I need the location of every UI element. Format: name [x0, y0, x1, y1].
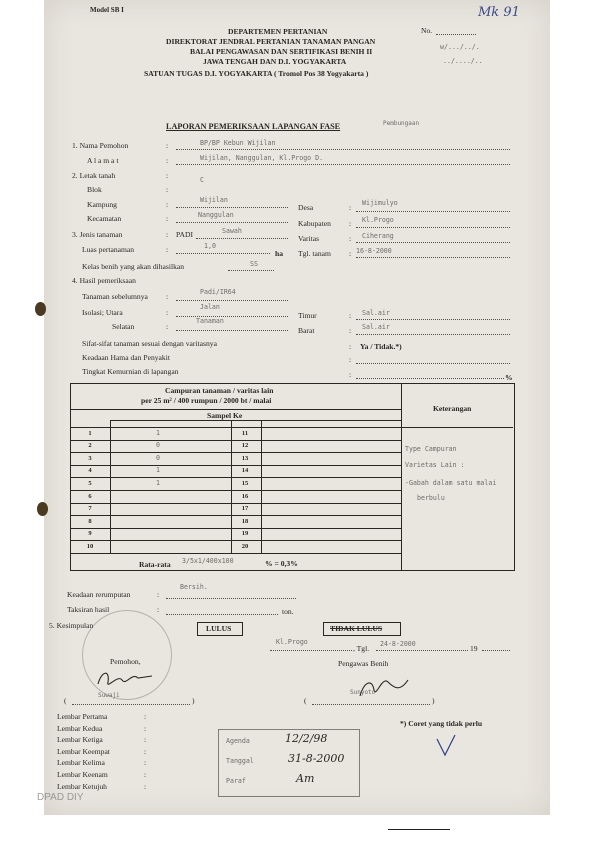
district-value: Nanggulan — [198, 211, 234, 219]
sample-value: 1 — [156, 466, 160, 475]
pest-condition-label: Keadaan Hama dan Penyakit — [82, 353, 170, 362]
seed-class-value: SS — [250, 260, 258, 268]
isolation-east-label: Timur — [298, 311, 317, 320]
desa-value: Wijimulyo — [362, 199, 398, 207]
field-line — [176, 316, 288, 317]
bracket: ) — [192, 696, 195, 705]
isolation-east-value: Sal.air — [362, 309, 390, 317]
table-row-number: 15 — [241, 479, 249, 487]
applicant-name-label: 1. Nama Pemohon — [72, 141, 129, 150]
isolation-west-value: Sal.air — [362, 323, 390, 331]
field-line — [356, 242, 510, 243]
field-line — [270, 650, 352, 651]
no-label: No. — [421, 26, 433, 35]
colon: : — [166, 185, 169, 194]
regency-value: Kl.Progo — [362, 216, 394, 224]
average-label: Rata-rata — [139, 560, 171, 569]
colon: : — [349, 249, 352, 258]
table-header-rule — [70, 409, 402, 410]
handwritten-number: Mk 91 — [478, 5, 520, 20]
stamp-initial-label: Paraf — [226, 777, 246, 785]
table-row-number: 20 — [241, 542, 249, 550]
grid-row-rule — [70, 452, 402, 453]
punch-hole — [37, 502, 48, 516]
field-line — [356, 227, 510, 228]
bracket: ) — [432, 696, 435, 705]
average-formula: 3/5x1/400x100 — [182, 557, 234, 565]
applicant-name-value: BP/BP Kebun Wijilan — [200, 139, 276, 147]
keterangan-line: Varietas Lain : — [405, 461, 465, 469]
table-row-number: 11 — [241, 429, 249, 437]
field-line — [356, 363, 510, 364]
variety-value: Ciherang — [362, 232, 394, 240]
distribution-colon: : — [144, 781, 147, 791]
sample-value: 0 — [156, 453, 160, 462]
distribution-item: Lembar Keempat — [57, 746, 110, 756]
distribution-colon: : — [144, 770, 147, 779]
table-row-number: 10 — [86, 542, 94, 550]
sample-value: 1 — [156, 428, 160, 437]
colon: : — [349, 203, 352, 212]
block-value: C — [200, 176, 204, 184]
stamp-date-label: Tanggal — [226, 757, 254, 765]
field-line — [356, 257, 510, 258]
field-line — [166, 598, 296, 599]
stamp-initial-value: Am — [296, 772, 315, 785]
field-line — [356, 211, 510, 212]
keterangan-line: berbulu — [417, 494, 445, 502]
colon: : — [349, 355, 352, 364]
colon: : — [166, 156, 169, 165]
sample-value: 1 — [156, 478, 160, 487]
distribution-item: Lembar Kelima — [57, 758, 105, 768]
sampel-heading: Sampel Ke — [207, 411, 243, 420]
district-label: Kecamatan — [87, 214, 122, 223]
field-line — [176, 330, 288, 331]
table-row-number: 3 — [88, 454, 92, 462]
field-line — [482, 650, 510, 651]
variety-traits-label: Sifat-sifat tanaman sesuai dengan varitasnya — [82, 339, 217, 348]
weeds-value: Bersih. — [180, 583, 208, 591]
report-phase: Pembungaan — [383, 120, 420, 127]
grid-row-rule — [70, 465, 402, 466]
inspector-name: Sunyoto — [350, 689, 376, 696]
pass-label: LULUS — [206, 624, 232, 633]
field-line — [312, 704, 430, 705]
table-row-number: 5 — [88, 479, 92, 487]
keterangan-header-rule — [401, 427, 513, 428]
stamp-agenda-label: Agenda — [226, 737, 250, 745]
colon: : — [166, 200, 169, 209]
distribution-colon: : — [144, 746, 147, 756]
planting-area-label: Luas pertanaman — [82, 245, 135, 254]
colon: : — [157, 605, 160, 614]
isolation-west-label: Barat — [298, 326, 315, 335]
variety-label: Varitas — [298, 234, 320, 243]
table-row-number: 16 — [241, 492, 249, 500]
check-mark — [434, 733, 458, 759]
colon: : — [166, 230, 169, 239]
keterangan-line: -Gabah dalam satu malai — [405, 479, 497, 487]
applicant-title: Pemohon, — [110, 657, 141, 666]
grid-row-rule — [70, 477, 402, 478]
table-row-number: 6 — [88, 492, 92, 500]
field-line — [166, 614, 278, 615]
field-line — [228, 270, 274, 271]
distribution-item: Lembar Kedua — [57, 723, 103, 733]
colon: : — [166, 292, 169, 301]
table-row-number: 17 — [241, 505, 249, 513]
field-line — [176, 164, 510, 165]
year-label: 19 — [470, 644, 478, 653]
date-label: , Tgl. — [353, 644, 370, 653]
isolation-south-label: Selatan — [112, 322, 135, 331]
field-line — [376, 650, 468, 651]
colon: : — [349, 219, 352, 228]
distribution-item: Lembar Ketiga — [57, 735, 103, 745]
bracket: ( — [64, 696, 67, 705]
colon: : — [166, 308, 169, 317]
crop-type-value: Sawah — [222, 227, 242, 235]
colon: : — [349, 342, 352, 351]
reference-date: ../..../.. — [443, 57, 483, 65]
field-line — [176, 149, 510, 150]
colon: : — [349, 326, 352, 335]
applicant-signature — [92, 666, 162, 692]
distribution-colon: : — [144, 735, 147, 745]
ton-unit: ton. — [282, 607, 294, 616]
stamp-agenda-value: 12/2/98 — [285, 732, 328, 745]
purity-percent: % — [505, 373, 513, 382]
distribution-item: Lembar Keenam — [57, 770, 108, 779]
grid-row-rule — [70, 540, 402, 541]
yield-label: Taksiran hasil — [67, 605, 110, 614]
address-label: A l a m a t — [87, 156, 119, 165]
colon: : — [166, 141, 169, 150]
sign-place: Kl.Progo — [276, 638, 308, 646]
archive-watermark: DPAD DIY — [37, 792, 84, 803]
reference-number: w/.../../. — [440, 43, 480, 51]
colon: : — [349, 311, 352, 320]
average-result: % = 0,3% — [265, 559, 298, 568]
distribution-colon: : — [144, 712, 147, 721]
crop-type-label: 3. Jenis tanaman — [72, 230, 123, 239]
region-title: JAWA TENGAH DAN D.I. YOGYAKARTA — [203, 57, 347, 66]
distribution-colon: : — [144, 723, 147, 733]
department-title: DEPARTEMEN PERTANIAN — [228, 27, 328, 36]
field-line — [72, 704, 190, 705]
colon: : — [166, 214, 169, 223]
table-row-number: 9 — [88, 530, 92, 538]
table-row-number: 4 — [88, 467, 92, 475]
weeds-label: Keadaan rerumputan — [67, 590, 131, 599]
grid-row-rule — [70, 503, 402, 504]
purity-label: Tingkat Kemurnian di lapangan — [82, 367, 179, 376]
applicant-name: Suwaji — [98, 692, 120, 699]
table-row-number: 7 — [88, 505, 92, 513]
table-heading-mixture: Campuran tanaman / varitas lain — [165, 386, 274, 395]
table-row-number: 12 — [241, 442, 249, 450]
block-label: Blok — [87, 185, 102, 194]
punch-hole — [35, 302, 46, 316]
previous-crop-label: Tanaman sebelumnya — [82, 292, 148, 301]
task-unit-title: SATUAN TUGAS D.I. YOGYAKARTA ( Tromol Pos 38 Yogyakarta ) — [144, 69, 369, 78]
colon: : — [166, 245, 169, 254]
date-value: 24-8-2000 — [380, 640, 416, 648]
stamp-date-value: 31-8-2000 — [288, 752, 345, 765]
table-row-number: 19 — [241, 530, 249, 538]
colon: : — [349, 234, 352, 243]
distribution-item: Lembar Pertama — [57, 712, 108, 721]
planting-date-label: Tgl. tanam — [298, 249, 331, 258]
regency-label: Kabupaten — [298, 219, 331, 228]
table-row-number: 8 — [88, 517, 92, 525]
land-location-label: 2. Letak tanah — [72, 171, 116, 180]
distribution-colon: : — [144, 758, 147, 768]
no-line — [436, 34, 476, 35]
separator-line — [388, 829, 450, 830]
field-line — [176, 222, 288, 223]
village-value: Wijilan — [200, 196, 228, 204]
hectare-unit: ha — [275, 249, 284, 258]
distribution-item: Lembar Ketujuh — [57, 781, 107, 791]
grid-row-rule — [70, 553, 402, 554]
variety-traits-value: Ya / Tidak.*) — [360, 342, 402, 351]
colon: : — [157, 590, 160, 599]
desa-label: Desa — [298, 203, 314, 212]
grid-row-rule — [70, 490, 402, 491]
field-line — [196, 238, 288, 239]
report-title: LAPORAN PEMERIKSAAN LAPANGAN FASE — [166, 122, 341, 131]
fail-label: TIDAK LULUS — [330, 624, 383, 633]
previous-crop-value: Padi/IR64 — [200, 288, 236, 296]
model-label: Model SB I — [90, 6, 124, 14]
inspection-result-label: 4. Hasil pemeriksaan — [72, 276, 136, 285]
colon: : — [349, 370, 352, 379]
isolation-south-value: Tanaman — [196, 317, 224, 325]
grid-row-rule — [70, 427, 402, 428]
planting-date-value: 16-8-2000 — [356, 247, 392, 255]
inspector-title: Pengawas Benih — [338, 659, 389, 668]
table-row-number: 13 — [241, 454, 249, 462]
field-line — [356, 378, 504, 379]
crop-type-prefix: PADI — [176, 230, 194, 239]
directorate-title: DIREKTORAT JENDRAL PERTANIAN TANAMAN PANGAN — [166, 37, 376, 46]
colon: : — [166, 322, 169, 331]
village-label: Kampung — [87, 200, 117, 209]
bracket: ( — [304, 696, 307, 705]
table-row-number: 2 — [88, 442, 92, 450]
keterangan-line: Type Campuran — [405, 445, 457, 453]
address-value: Wijilan, Nanggulan, Kl.Progo D. — [200, 154, 324, 162]
isolation-north-value: Jalan — [200, 303, 220, 311]
office-title: BALAI PENGAWASAN DAN SERTIFIKASI BENIH II — [190, 47, 373, 56]
grid-row-rule — [70, 528, 402, 529]
field-line — [176, 253, 270, 254]
keterangan-heading: Keterangan — [433, 404, 472, 413]
colon: : — [166, 171, 169, 180]
isolation-north-label: Isolasi; Utara — [82, 308, 123, 317]
grid-row-rule — [70, 515, 402, 516]
table-row-number: 18 — [241, 517, 249, 525]
grid-row-rule — [70, 440, 402, 441]
table-heading-basis: per 25 m² / 400 rumpun / 2000 bt / malai — [141, 396, 272, 405]
field-line — [356, 319, 510, 320]
footnote: *) Coret yang tidak perlu — [400, 719, 483, 728]
planting-area-value: 1,0 — [204, 242, 216, 250]
conclusion-label: 5. Kesimpulan — [49, 621, 94, 630]
sampel-header-rule — [110, 420, 402, 421]
table-row-number: 14 — [241, 467, 249, 475]
inspector-signature — [352, 672, 412, 702]
table-row-number: 1 — [88, 429, 92, 437]
field-line — [356, 334, 510, 335]
field-line — [176, 300, 288, 301]
field-line — [176, 207, 288, 208]
sample-value: 0 — [156, 441, 160, 450]
seed-class-label: Kelas benih yang akan dihasilkan — [82, 262, 185, 271]
